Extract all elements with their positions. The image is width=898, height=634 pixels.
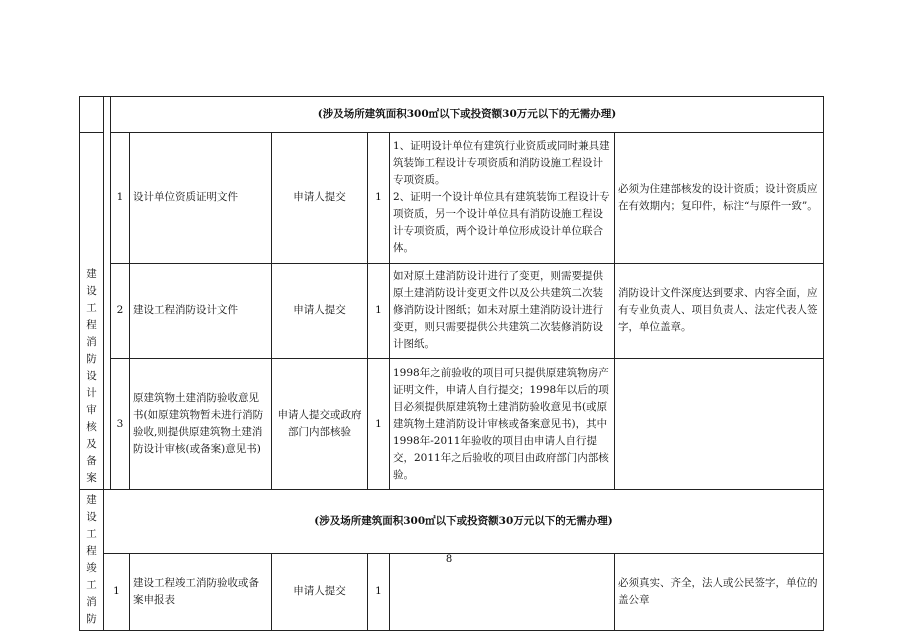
row-count: 1 <box>368 263 390 358</box>
table-row <box>80 359 824 490</box>
row-count: 1 <box>368 553 390 630</box>
row-seq: 3 <box>111 359 130 490</box>
blank-cell <box>80 97 104 133</box>
row-description: 1、证明设计单位有建筑行业资质或同时兼具建筑装饰工程设计专项资质和消防设施工程设计专项资质。 2、证明一个设计单位具有建筑装饰工程设计专项资质，另一个设计单位具有消防设施工程设计专项资质，两个设计单位形成设计单位联合体。 <box>390 133 615 264</box>
row-requirement: 消防设计文件深度达到要求、内容全面，应有专业负责人、项目负责人、法定代表人签字，单位盖章。 <box>615 263 824 358</box>
section1-category: 建设 工程 消防 设计 审核 及备 案 <box>80 133 104 490</box>
row-source: 申请人提交 <box>272 263 368 358</box>
page-number: 8 <box>445 554 453 565</box>
row-source: 申请人提交 <box>272 133 368 264</box>
row-seq: 1 <box>104 553 130 630</box>
row-requirement <box>615 359 824 490</box>
narrow-column <box>104 97 111 490</box>
row-description: 1998年之前验收的项目可只提供原建筑物房产证明文件，申请人自行提交；1998年以后的项目必须提供原建筑物土建消防验收意见书(或原建筑物土建消防设计审核或备案意见书)，其中1998年-2011年验收的项目由申请人自行提交，2011年之后验收的项目由政府部门内部核验。 <box>390 359 615 490</box>
row-requirement: 必须真实、齐全，法人或公民签字，单位的盖公章 <box>615 553 824 630</box>
row-source: 申请人提交 <box>272 553 368 630</box>
section2-heading: (涉及场所建筑面积300㎡以下或投资额30万元以下的无需办理) <box>104 490 824 554</box>
section1-heading-row <box>80 97 824 133</box>
row-material-name: 建设工程竣工消防验收或备案申报表 <box>130 553 272 630</box>
materials-table <box>79 96 824 631</box>
table-row <box>80 263 824 358</box>
row-seq: 1 <box>111 133 130 264</box>
row-description: 如对原土建消防设计进行了变更，则需要提供原土建消防设计变更文件以及公共建筑二次装修消防设计图纸；如未对原土建消防设计进行变更，则只需要提供公共建筑二次装修消防设计图纸。 <box>390 263 615 358</box>
row-requirement: 必须为住建部核发的设计资质；设计资质应在有效期内；复印件，标注“与原件一致”。 <box>615 133 824 264</box>
row-count: 1 <box>368 133 390 264</box>
row-source: 申请人提交或政府部门内部核验 <box>272 359 368 490</box>
table-row <box>80 133 824 264</box>
row-material-name: 原建筑物土建消防验收意见书(如原建筑物暂未进行消防验收,则提供原建筑物土建消防设计审核(或备案)意见书) <box>130 359 272 490</box>
row-material-name: 建设工程消防设计文件 <box>130 263 272 358</box>
row-count: 1 <box>368 359 390 490</box>
row-seq: 2 <box>111 263 130 358</box>
section1-heading: (涉及场所建筑面积300㎡以下或投资额30万元以下的无需办理) <box>111 97 824 133</box>
section2-category: 建设 工程 竣工 消防 <box>80 490 104 631</box>
section2-heading-row <box>80 490 824 554</box>
row-material-name: 设计单位资质证明文件 <box>130 133 272 264</box>
